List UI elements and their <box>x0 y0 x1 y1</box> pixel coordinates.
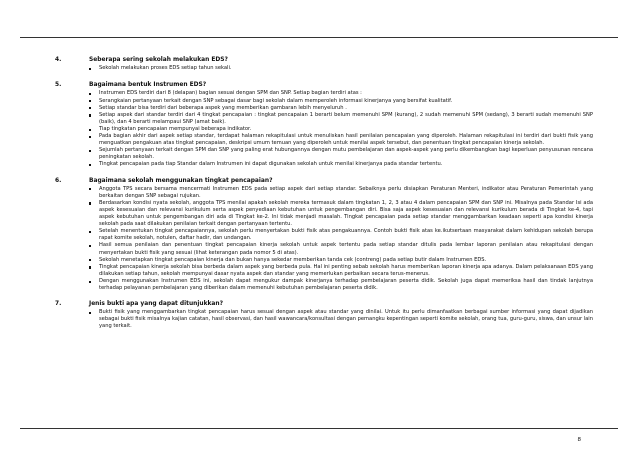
list-item <box>89 98 593 105</box>
bullet-icon <box>89 202 91 204</box>
list-item <box>89 105 593 112</box>
list-item <box>89 309 593 330</box>
bullet-text: Setiap aspek dari standar terdiri dari 4 tingkat pencapaian : tingkat pencapaian 1 berarti belum memenuhi SPM (kurang), 2 sudah memenuhi SPM (sedang), 3 berarti sudah memenuhi SNP (baik), dan 4 berarti melampaui SNP (amat baik). <box>99 111 593 125</box>
list-item <box>89 186 593 200</box>
section-7 <box>55 301 593 330</box>
bullet-text: Serangkaian pertanyaan terkait dengan SNP sebagai dasar bagi sekolah dalam memperoleh informasi kinerjanya yang bersifat kualitatif. <box>99 97 453 104</box>
bullet-text: Pada bagian akhir dari aspek setiap standar, terdapat halaman rekapitulasi untuk menuliskan hasil penilaian pencapaian yang diperoleh. Halaman rekapitulasi ini terdiri dari bukti fisik yang menguatkan pengakuan atas tingkat pencapaian, deskripsi umum temuan yang diperoleh untuk menilai aspek tersebut, dan penentuan tingkat pencapaian kinerja sekolah. <box>99 133 593 147</box>
bullet-icon <box>89 93 91 95</box>
bullet-text: Instrumen EDS terdiri dari 8 (delapan) bagian sesuai dengan SPM dan SNP. Setiap bagian terdiri atas : <box>99 90 362 97</box>
bullet-text: Bukti fisik yang menggambarkan tingkat pencapaian harus sesuai dengan aspek atau standar yang dinilai. Untuk itu perlu dimanfaatkan berbagai sumber informasi yang dapat dijadikan sebagai bukti fisik misalnya kajian catatan, hasil observasi, dan hasil wawancara/konsultasi dengan pemangku kepentingan seperti komite sekolah, orang tua, guru-guru, siswa, dan unsur lain yang terkait. <box>99 309 593 330</box>
section-title: Bagaimana sekolah menggunakan tingkat pencapaian? <box>89 177 273 184</box>
list-item <box>89 161 593 168</box>
list-item <box>89 126 593 133</box>
bullet-text: Sejumlah pertanyaan terkait dengan SPM dan SNP yang paling erat hubungannya dengan mutu pembelajaran dan aspek-aspek yang perlu dikembangkan bagi keperluan penyusunan rencana peningkatan sekolah. <box>99 147 593 161</box>
bullet-icon <box>89 136 91 138</box>
list-item <box>89 65 593 72</box>
bullet-text: Tingkat pencapaian kinerja sekolah bisa berbeda dalam aspek yang berbeda pula. Hal ini penting sebab sekolah harus memberikan laporan kinerja apa adanya. Dalam pelaksanaan EDS yang dilakukan setiap tahun, sekolah mempunyai dasar nyata aspek dan standar yang memerlukan perbaikan secara terus-menerus. <box>99 263 593 277</box>
bullet-icon <box>89 114 91 116</box>
bullet-icon <box>89 259 91 261</box>
bullet-text: Anggota TPS secara bersama mencermati Instrumen EDS pada setiap aspek dari setiap standar. Sebaiknya perlu disiapkan Peraturan Menteri, indikator atau Peraturan Pemerintah yang berkaitan dengan SNP sebagai rujukan. <box>99 185 593 199</box>
bullet-text: Sekolah melakukan proses EDS setiap tahun sekali. <box>99 65 232 72</box>
list-item <box>89 147 593 161</box>
bullet-text: Hasil semua penilaian dan penentuan tingkat pencapaian kinerja sekolah untuk aspek tertentu pada setiap standar ditulis pada lembar laporan penilaian atau rekapitulasi dengan menyertakan bukti fisik yang sesuai (lihat keterangan pada nomor 5 di atas). <box>99 242 593 256</box>
top-rule <box>20 37 618 38</box>
bullet-icon <box>89 150 91 152</box>
bullet-icon <box>89 100 91 102</box>
section-title: Jenis bukti apa yang dapat ditunjukkan? <box>89 301 223 308</box>
bullet-text: Setiap standar bisa terdiri dari beberapa aspek yang memberikan gambaran lebih menyeluruh . <box>99 104 347 111</box>
bullet-text: Sekolah menetapkan tingkat pencapaian kinerja dan bukan hanya sekedar memberikan tanda cek (contreng) pada setiap butir dalam Instrumen EDS. <box>99 256 487 263</box>
list-item <box>89 112 593 126</box>
section-title: Bagaimana bentuk Instrumen EDS? <box>89 82 207 89</box>
list-item <box>89 242 593 256</box>
section-5 <box>55 82 593 168</box>
bullet-list <box>89 65 593 72</box>
bullet-icon <box>89 266 91 268</box>
bullet-text: Dengan menggunakan Instrumen EDS ini, sekolah dapat mengukur dampak kinerjanya terhadap pembelajaran peserta didik. Sekolah juga dapat memeriksa hasil dan tindak lanjutnya terhadap pelayanan pembelajaran yang diberikan dalam memenuhi kebutuhan pembelajaran peserta didik. <box>99 277 593 291</box>
bullet-icon <box>89 129 91 131</box>
bullet-icon <box>89 231 91 233</box>
list-item <box>89 264 593 278</box>
list-item <box>89 200 593 228</box>
section-title: Seberapa sering sekolah melakukan EDS? <box>89 57 228 63</box>
section-number: 4. <box>55 57 62 63</box>
bullet-list <box>89 309 593 330</box>
list-item <box>89 257 593 264</box>
bottom-rule <box>20 428 618 429</box>
bullet-icon <box>89 188 91 190</box>
list-item <box>89 228 593 242</box>
section-6 <box>55 178 593 293</box>
bullet-text: Tingkat pencapaian pada tiap Standar dalam Instrumen ini dapat digunakan sekolah untuk menilai kinerjanya pada standar tertentu. <box>99 161 443 168</box>
page-number: 8 <box>577 437 581 443</box>
list-item <box>89 133 593 147</box>
bullet-icon <box>89 107 91 109</box>
document-body <box>55 57 593 331</box>
list-item <box>89 90 593 97</box>
bullet-icon <box>89 312 91 314</box>
list-item <box>89 278 593 292</box>
bullet-icon <box>89 164 91 166</box>
bullet-text: Berdasarkan kondisi nyata sekolah, anggota TPS menilai apakah sekolah mereka termasuk dalam tingkatan 1, 2, 3 atau 4 dalam pencapaian SPM dan SNP ini. Misalnya pada Standar Isi ada aspek kesesuaian dan relevansi kurikulum serta aspek penyediaan kebutuhan untuk pengembangan diri. Bisa saja aspek kesesuaian dan relevansi kurikulum berada di Tingkat ke-4, tapi aspek kebutuhan untuk pengembangan diri ada di Tingkat ke-2. Ini tidak menjadi masalah. Tingkat pencapaian pada setiap standar menggambarkan keadaan seperti apa kondisi kinerja sekolah pada saat dilakukan penilaian terkait dengan pertanyaan tertentu. <box>99 199 593 228</box>
bullet-list <box>89 90 593 168</box>
bullet-text: Tiap tingkatan pencapaian mempunyai beberapa indikator. <box>99 125 252 132</box>
section-number: 7. <box>55 301 62 308</box>
section-number: 5. <box>55 82 62 89</box>
bullet-icon <box>89 68 91 70</box>
section-4 <box>55 57 593 72</box>
section-number: 6. <box>55 177 62 184</box>
bullet-icon <box>89 245 91 247</box>
bullet-text: Setelah menentukan tingkat pencapaiannya, sekolah perlu menyertakan bukti fisik atas pengakuannya. Contoh bukti fisik atas ke.ikutsertaan masyarakat dalam kehidupan sekolah berupa rapat komite sekolah, notulen, daftar hadir, dan undangan. <box>99 228 593 242</box>
bullet-icon <box>89 281 91 283</box>
bullet-list <box>89 186 593 292</box>
